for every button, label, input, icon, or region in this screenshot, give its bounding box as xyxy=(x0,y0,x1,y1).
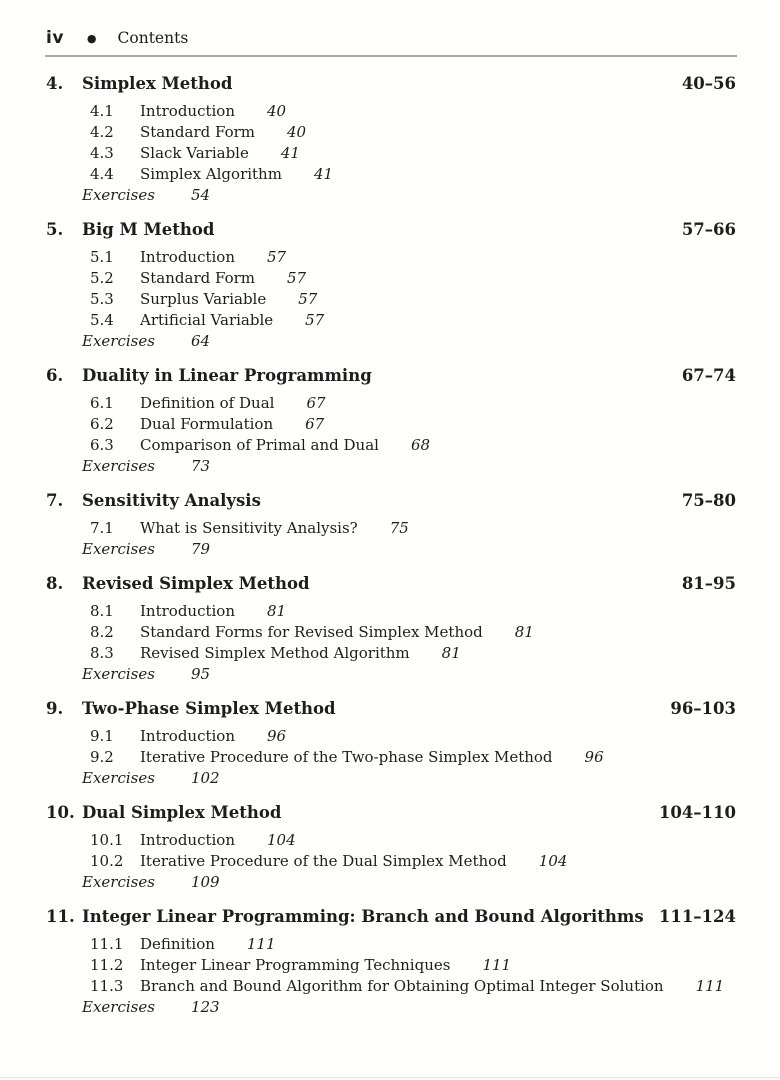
chapter-title: Duality in Linear Programming xyxy=(82,366,372,385)
toc-section-row xyxy=(46,393,736,414)
exercises-page-number: 79 xyxy=(190,540,211,558)
chapter-title: Integer Linear Programming: Branch and Bound Algorithms xyxy=(82,907,644,926)
exercises-row xyxy=(46,664,736,685)
section-number: 4.2 xyxy=(90,123,114,141)
bullet-icon: ● xyxy=(86,32,97,45)
section-page-number: 104 xyxy=(267,831,296,849)
exercises-row xyxy=(46,768,736,789)
section-page-number: 111 xyxy=(246,935,276,953)
section-number: 10.2 xyxy=(90,852,124,870)
toc-section-row xyxy=(46,101,736,122)
chapter-number: 6. xyxy=(46,366,64,385)
section-number: 4.1 xyxy=(90,102,114,120)
chapter-page-range: 111–124 xyxy=(658,907,736,926)
chapter-number: 4. xyxy=(46,74,64,93)
page-header xyxy=(46,28,736,48)
section-list xyxy=(46,101,736,185)
section-title: Integer Linear Programming Techniques xyxy=(140,956,451,974)
chapter-number: 8. xyxy=(46,574,64,593)
section-page-number: 81 xyxy=(514,623,534,641)
toc-section-row xyxy=(46,622,736,643)
toc-section-row xyxy=(46,289,736,310)
section-number: 5.4 xyxy=(90,311,114,329)
section-title: Slack Variable xyxy=(140,144,249,162)
chapter-heading xyxy=(46,72,736,96)
toc xyxy=(46,72,736,1030)
section-page-number: 57 xyxy=(298,290,318,308)
section-list xyxy=(46,934,736,997)
exercises-page-number: 123 xyxy=(190,998,220,1016)
section-number: 10.1 xyxy=(90,831,124,849)
toc-chapter xyxy=(46,572,736,685)
toc-section-row xyxy=(46,435,736,456)
section-list xyxy=(46,518,736,539)
section-number: 5.1 xyxy=(90,248,114,266)
section-page-number: 40 xyxy=(267,102,287,120)
toc-section-row xyxy=(46,143,736,164)
exercises-label: Exercises xyxy=(82,769,155,787)
chapter-page-range: 57–66 xyxy=(681,220,736,239)
section-list xyxy=(46,247,736,331)
chapter-number: 9. xyxy=(46,699,64,718)
section-title: Iterative Procedure of the Two-phase Simplex Method xyxy=(140,748,553,766)
section-page-number: 96 xyxy=(267,727,287,745)
toc-section-row xyxy=(46,934,736,955)
toc-section-row xyxy=(46,310,736,331)
toc-section-row xyxy=(46,726,736,747)
section-title: Comparison of Primal and Dual xyxy=(140,436,379,454)
exercises-page-number: 64 xyxy=(190,332,211,350)
section-title: Introduction xyxy=(140,602,235,620)
exercises-label: Exercises xyxy=(82,332,155,350)
chapter-page-range: 81–95 xyxy=(681,574,736,593)
chapter-number: 7. xyxy=(46,491,64,510)
exercises-label: Exercises xyxy=(82,665,155,683)
chapter-title: Simplex Method xyxy=(82,74,233,93)
chapter-heading xyxy=(46,905,736,929)
section-page-number: 67 xyxy=(305,415,325,433)
section-number: 8.1 xyxy=(90,602,114,620)
section-page-number: 75 xyxy=(389,519,409,537)
section-number: 5.3 xyxy=(90,290,114,308)
section-page-number: 111 xyxy=(482,956,512,974)
section-page-number: 67 xyxy=(306,394,326,412)
toc-chapter xyxy=(46,905,736,1018)
toc-chapter xyxy=(46,801,736,893)
chapter-title: Revised Simplex Method xyxy=(82,574,310,593)
section-page-number: 57 xyxy=(305,311,325,329)
section-title: Artificial Variable xyxy=(140,311,274,329)
chapter-page-range: 75–80 xyxy=(681,491,736,510)
chapter-number: 11. xyxy=(46,907,75,926)
chapter-page-range: 40–56 xyxy=(681,74,736,93)
chapter-heading xyxy=(46,801,736,825)
exercises-row xyxy=(46,456,736,477)
toc-chapter xyxy=(46,489,736,560)
chapter-number: 5. xyxy=(46,220,64,239)
toc-section-row xyxy=(46,976,736,997)
toc-section-row xyxy=(46,955,736,976)
section-title: Standard Form xyxy=(140,123,256,141)
section-number: 8.2 xyxy=(90,623,114,641)
exercises-row xyxy=(46,331,736,352)
exercises-label: Exercises xyxy=(82,998,155,1016)
chapter-heading xyxy=(46,489,736,513)
chapter-title: Big M Method xyxy=(82,220,215,239)
exercises-page-number: 54 xyxy=(190,186,211,204)
section-list xyxy=(46,393,736,456)
toc-section-row xyxy=(46,830,736,851)
toc-chapter xyxy=(46,218,736,352)
exercises-page-number: 95 xyxy=(190,665,211,683)
toc-section-row xyxy=(46,518,736,539)
exercises-page-number: 102 xyxy=(190,769,220,787)
section-page-number: 111 xyxy=(695,977,725,995)
chapter-page-range: 67–74 xyxy=(681,366,736,385)
toc-chapter xyxy=(46,364,736,477)
toc-chapter xyxy=(46,72,736,206)
folio-page-number: iv xyxy=(46,28,64,48)
section-number: 11.2 xyxy=(90,956,124,974)
toc-section-row xyxy=(46,851,736,872)
chapter-page-range: 104–110 xyxy=(658,803,736,822)
header-rule xyxy=(45,55,737,57)
section-page-number: 81 xyxy=(441,644,461,662)
exercises-page-number: 109 xyxy=(190,873,220,891)
running-head-title: Contents xyxy=(117,29,189,47)
section-number: 5.2 xyxy=(90,269,114,287)
exercises-label: Exercises xyxy=(82,186,155,204)
toc-section-row xyxy=(46,268,736,289)
section-title: Standard Forms for Revised Simplex Method xyxy=(140,623,483,641)
section-list xyxy=(46,726,736,768)
section-title: Surplus Variable xyxy=(140,290,267,308)
section-page-number: 41 xyxy=(313,165,334,183)
section-title: Introduction xyxy=(140,248,235,266)
section-number: 11.3 xyxy=(90,977,124,995)
toc-section-row xyxy=(46,247,736,268)
section-page-number: 96 xyxy=(584,748,604,766)
toc-section-row xyxy=(46,414,736,435)
exercises-label: Exercises xyxy=(82,873,155,891)
chapter-number: 10. xyxy=(46,803,75,822)
section-page-number: 41 xyxy=(280,144,300,162)
toc-section-row xyxy=(46,643,736,664)
section-title: Introduction xyxy=(140,727,235,745)
section-title: Dual Formulation xyxy=(140,415,274,433)
section-number: 7.1 xyxy=(90,519,114,537)
exercises-row xyxy=(46,872,736,893)
section-number: 9.2 xyxy=(90,748,114,766)
section-title: Introduction xyxy=(140,831,235,849)
section-number: 11.1 xyxy=(90,935,124,953)
section-number: 6.1 xyxy=(90,394,114,412)
section-title: What is Sensitivity Analysis? xyxy=(140,519,358,537)
section-number: 9.1 xyxy=(90,727,114,745)
section-page-number: 57 xyxy=(287,269,307,287)
section-title: Branch and Bound Algorithm for Obtaining Optimal Integer Solution xyxy=(140,977,664,995)
chapter-heading xyxy=(46,697,736,721)
chapter-title: Sensitivity Analysis xyxy=(82,491,261,510)
section-title: Iterative Procedure of the Dual Simplex Method xyxy=(140,852,507,870)
exercises-label: Exercises xyxy=(82,540,155,558)
section-number: 4.3 xyxy=(90,144,114,162)
section-page-number: 104 xyxy=(538,852,568,870)
section-title: Introduction xyxy=(140,102,235,120)
chapter-heading xyxy=(46,364,736,388)
section-list xyxy=(46,830,736,872)
section-number: 4.4 xyxy=(90,165,114,183)
chapter-title: Dual Simplex Method xyxy=(82,803,282,822)
toc-section-row xyxy=(46,601,736,622)
section-page-number: 68 xyxy=(410,436,431,454)
toc-chapter xyxy=(46,697,736,789)
section-title: Revised Simplex Method Algorithm xyxy=(140,644,410,662)
exercises-row xyxy=(46,185,736,206)
chapter-heading xyxy=(46,218,736,242)
toc-section-row xyxy=(46,164,736,185)
exercises-label: Exercises xyxy=(82,457,155,475)
section-title: Definition xyxy=(140,935,215,953)
section-page-number: 57 xyxy=(267,248,287,266)
section-page-number: 81 xyxy=(267,602,287,620)
section-page-number: 40 xyxy=(287,123,307,141)
exercises-row xyxy=(46,539,736,560)
toc-section-row xyxy=(46,122,736,143)
section-list xyxy=(46,601,736,664)
section-title: Definition of Dual xyxy=(140,394,275,412)
chapter-page-range: 96–103 xyxy=(670,699,736,718)
section-number: 8.3 xyxy=(90,644,114,662)
section-number: 6.3 xyxy=(90,436,114,454)
section-title: Standard Form xyxy=(140,269,256,287)
toc-section-row xyxy=(46,747,736,768)
chapter-title: Two-Phase Simplex Method xyxy=(82,699,336,718)
page-bottom-edge xyxy=(0,1077,780,1078)
section-title: Simplex Algorithm xyxy=(140,165,282,183)
section-number: 6.2 xyxy=(90,415,114,433)
exercises-row xyxy=(46,997,736,1018)
exercises-page-number: 73 xyxy=(190,457,211,475)
chapter-heading xyxy=(46,572,736,596)
